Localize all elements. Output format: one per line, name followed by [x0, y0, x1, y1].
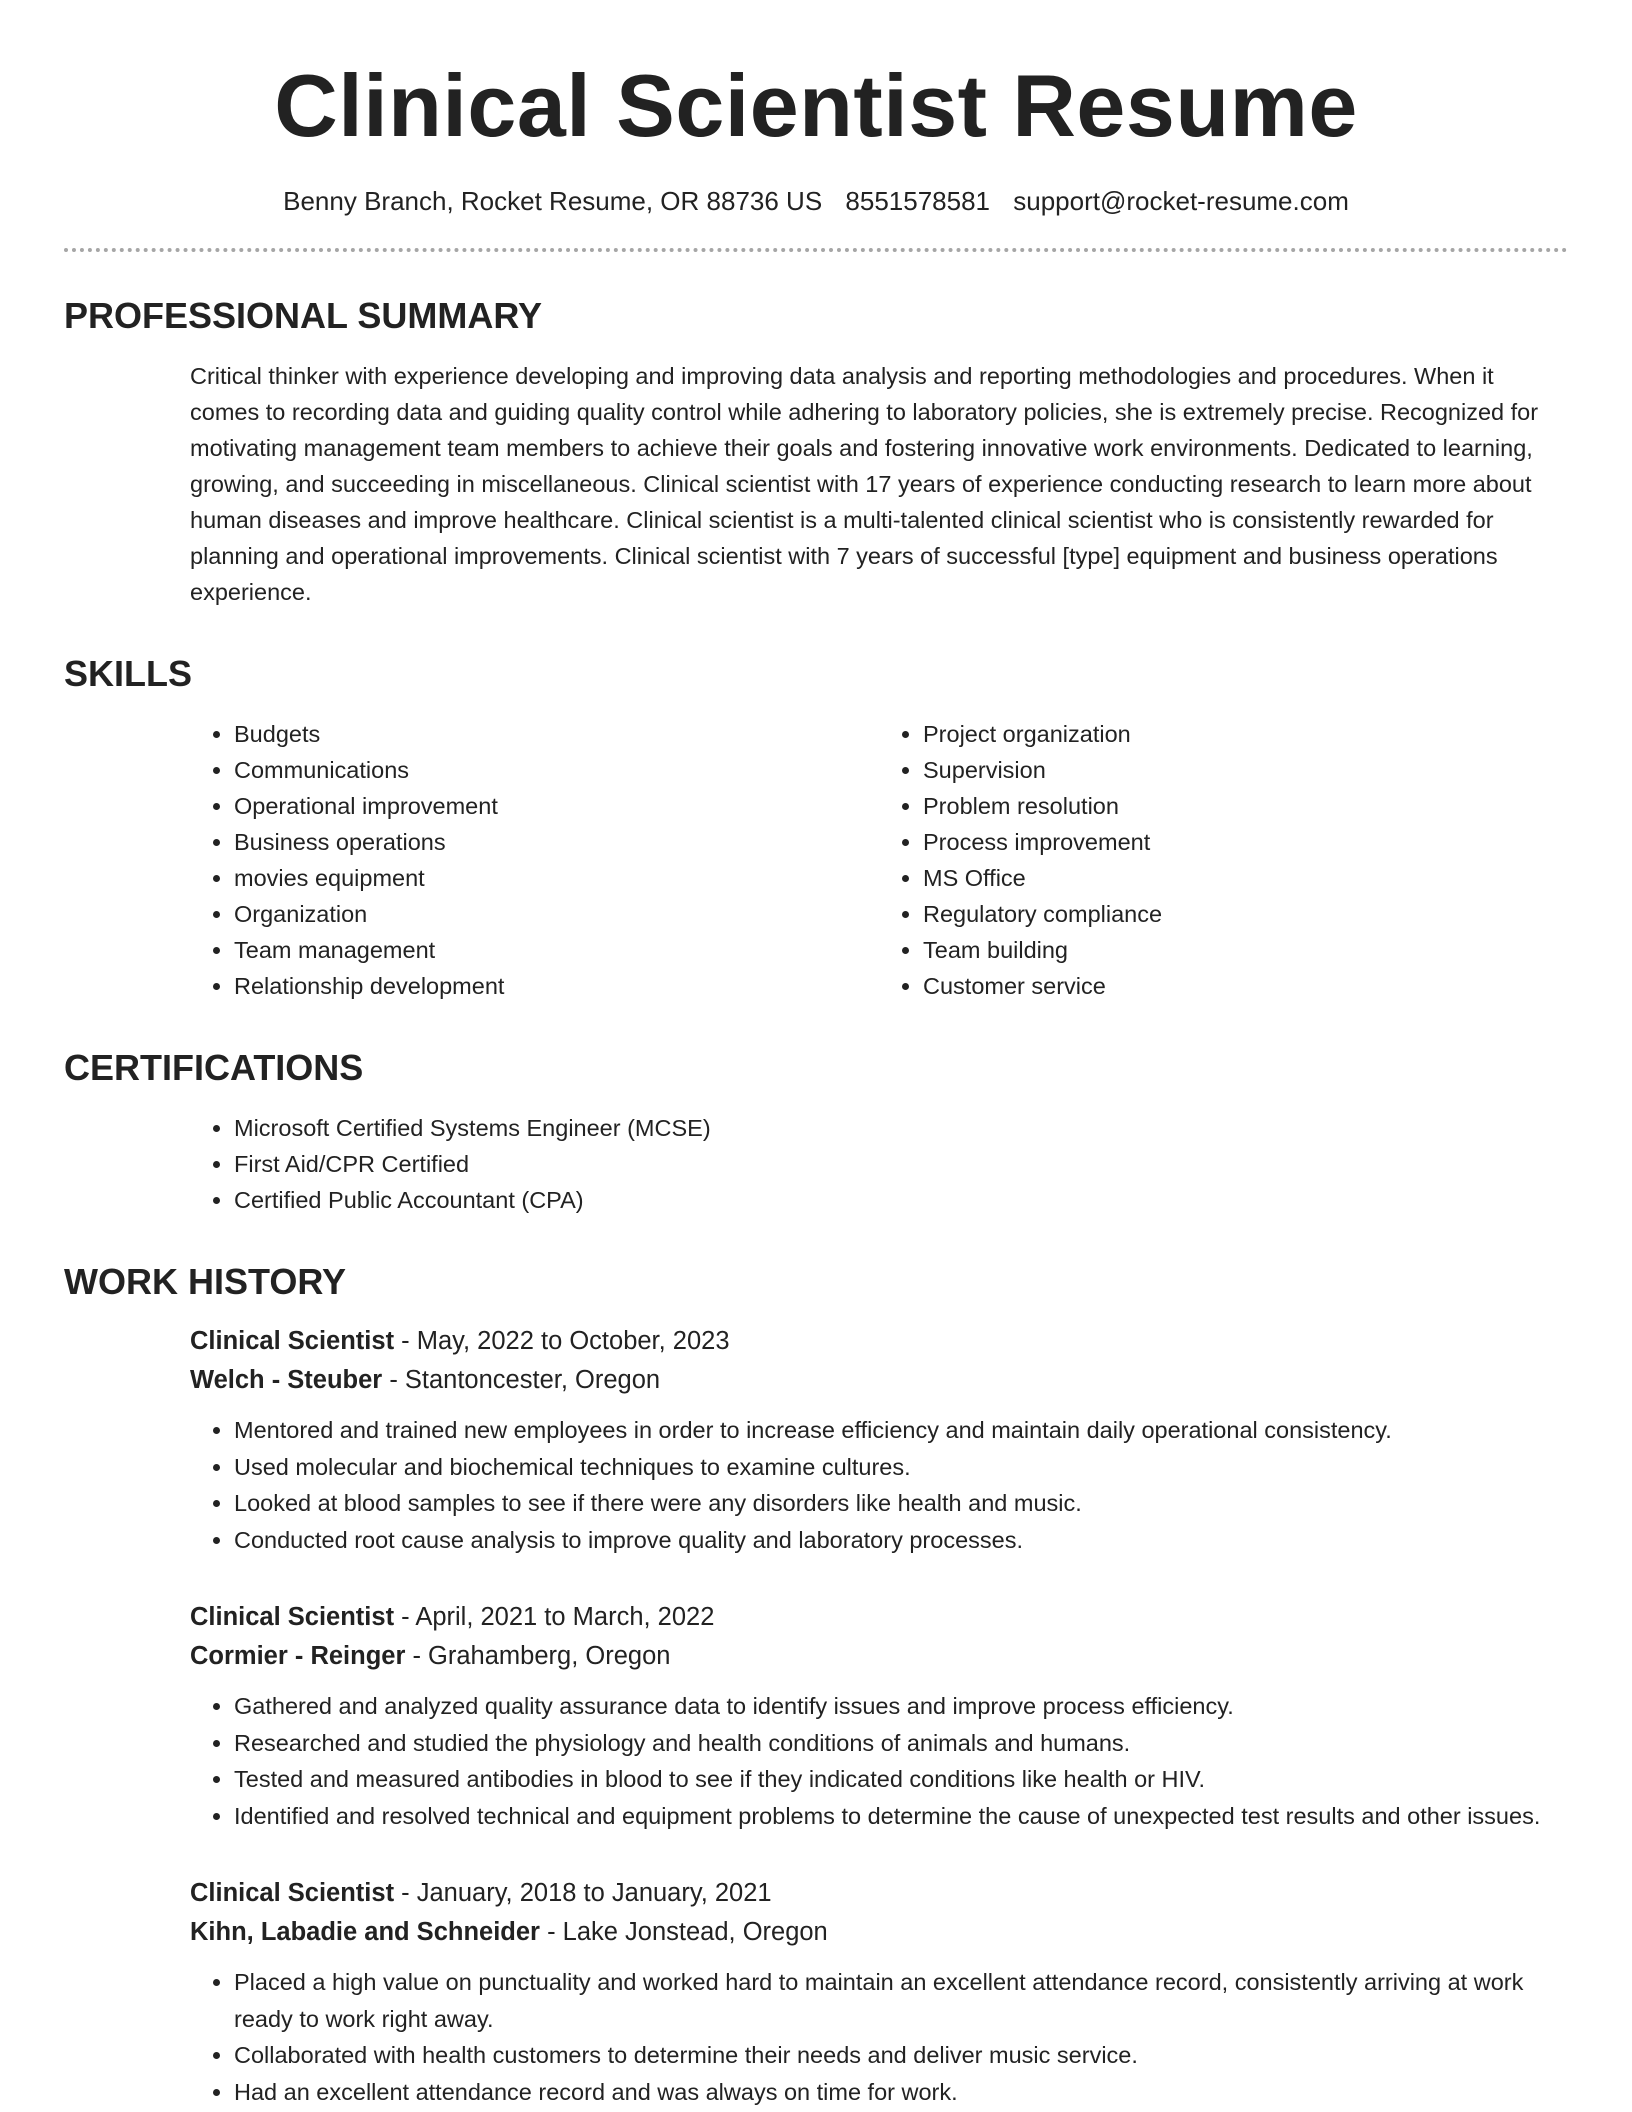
job-title-line: [190, 1598, 1568, 1637]
job-bullet: • Collaborated with health customers to determine their needs and deliver music service.: [234, 2037, 1568, 2074]
job-title-line: [190, 1322, 1568, 1361]
job-bullets: [190, 1412, 1568, 1558]
skill-item: • Operational improvement: [234, 788, 879, 824]
skill-item: • Team management: [234, 932, 879, 968]
skills-list-left: [190, 716, 879, 1004]
certification-item: • First Aid/CPR Certified: [234, 1146, 1568, 1182]
job-title-line: [190, 1874, 1568, 1913]
skill-item: • Supervision: [923, 752, 1568, 788]
certification-item: • Microsoft Certified Systems Engineer (MCSE): [234, 1110, 1568, 1146]
summary-section: [64, 294, 1568, 610]
certification-item: • Certified Public Accountant (CPA): [234, 1182, 1568, 1218]
skill-item: • Problem resolution: [923, 788, 1568, 824]
job-bullet: • Looked at blood samples to see if there were any disorders like health and music.: [234, 1485, 1568, 1522]
skill-item: • Regulatory compliance: [923, 896, 1568, 932]
contact-phone: 8551578581: [845, 186, 991, 216]
header-divider: [64, 248, 1568, 252]
contact-email: support@rocket-resume.com: [1013, 186, 1349, 216]
job-company-line: [190, 1637, 1568, 1676]
skill-item: • Process improvement: [923, 824, 1568, 860]
work-history-section: [64, 1260, 1568, 2110]
skill-item: • Communications: [234, 752, 879, 788]
job-location: - Stantoncester, Oregon: [382, 1366, 661, 1394]
job-entry: [190, 1322, 1568, 1558]
job-company: Cormier - Reinger: [190, 1642, 406, 1670]
job-dates: - May, 2022 to October, 2023: [394, 1327, 730, 1355]
job-company: Kihn, Labadie and Schneider: [190, 1918, 540, 1946]
certifications-heading: CERTIFICATIONS: [64, 1047, 364, 1088]
job-bullet: • Used molecular and biochemical techniques to examine cultures.: [234, 1449, 1568, 1486]
skills-heading: SKILLS: [64, 653, 193, 694]
work-history-heading: WORK HISTORY: [64, 1261, 347, 1302]
resume-page: [64, 0, 1568, 2110]
job-bullet: • Identified and resolved technical and equipment problems to determine the cause of unexpected test results and other issues.: [234, 1798, 1568, 1835]
job-bullet: • Tested and measured antibodies in blood to see if they indicated conditions like health or HIV.: [234, 1761, 1568, 1798]
job-bullet: • Mentored and trained new employees in order to increase efficiency and maintain daily operational consistency.: [234, 1412, 1568, 1449]
job-location: - Grahamberg, Oregon: [405, 1642, 671, 1670]
certifications-section: [64, 1046, 1568, 1218]
page-title: Clinical Scientist Resume: [274, 56, 1358, 155]
job-bullet: • Placed a high value on punctuality and worked hard to maintain an excellent attendance record, consistently arriving at work ready to work right away.: [234, 1964, 1568, 2037]
summary-heading: PROFESSIONAL SUMMARY: [64, 295, 543, 336]
skill-item: • Project organization: [923, 716, 1568, 752]
job-company: Welch - Steuber: [190, 1366, 383, 1394]
job-dates: - January, 2018 to January, 2021: [394, 1879, 772, 1907]
certifications-list: [190, 1110, 1568, 1218]
job-title: Clinical Scientist: [190, 1603, 395, 1631]
contact-address: Benny Branch, Rocket Resume, OR 88736 US: [283, 186, 823, 216]
job-company-line: [190, 1361, 1568, 1400]
skill-item: • Customer service: [923, 968, 1568, 1004]
job-company-line: [190, 1913, 1568, 1952]
job-location: - Lake Jonstead, Oregon: [539, 1918, 828, 1946]
skill-item: • movies equipment: [234, 860, 879, 896]
summary-text: Critical thinker with experience developing and improving data analysis and reporting methodologies and procedures. When it comes to recording data and guiding quality control while adhering to laboratory policies, she is extremely precise. Recognized for motivating management team members to achieve their goals and fostering innovative work environments. Dedicated to learning, growing, and succeeding in miscellaneous. Clinical scientist with 17 years of experience conducting research to learn more about human diseases and improve healthcare. Clinical scientist is a multi-talented clinical scientist who is consistently rewarded for planning and operational improvements. Clinical scientist with 7 years of successful [type] equipment and business operations experience.: [190, 363, 1539, 605]
skills-columns: [190, 716, 1568, 1004]
job-entry: [190, 1874, 1568, 2110]
job-bullet: • Researched and studied the physiology and health conditions of animals and humans.: [234, 1725, 1568, 1762]
job-entry: [190, 1598, 1568, 1834]
skills-section: [64, 652, 1568, 1004]
job-dates: - April, 2021 to March, 2022: [394, 1603, 715, 1631]
skill-item: • Relationship development: [234, 968, 879, 1004]
skill-item: • MS Office: [923, 860, 1568, 896]
job-bullets: [190, 1688, 1568, 1834]
job-bullets: [190, 1964, 1568, 2110]
skills-list-right: [879, 716, 1568, 1004]
job-bullet: • Had an excellent attendance record and was always on time for work.: [234, 2074, 1568, 2111]
job-title: Clinical Scientist: [190, 1327, 395, 1355]
job-bullet: • Gathered and analyzed quality assurance data to identify issues and improve process efficiency.: [234, 1688, 1568, 1725]
skill-item: • Team building: [923, 932, 1568, 968]
skill-item: • Business operations: [234, 824, 879, 860]
skill-item: • Budgets: [234, 716, 879, 752]
job-title: Clinical Scientist: [190, 1879, 395, 1907]
contact-line: [64, 184, 1568, 218]
skill-item: • Organization: [234, 896, 879, 932]
job-bullet: • Conducted root cause analysis to improve quality and laboratory processes.: [234, 1522, 1568, 1559]
